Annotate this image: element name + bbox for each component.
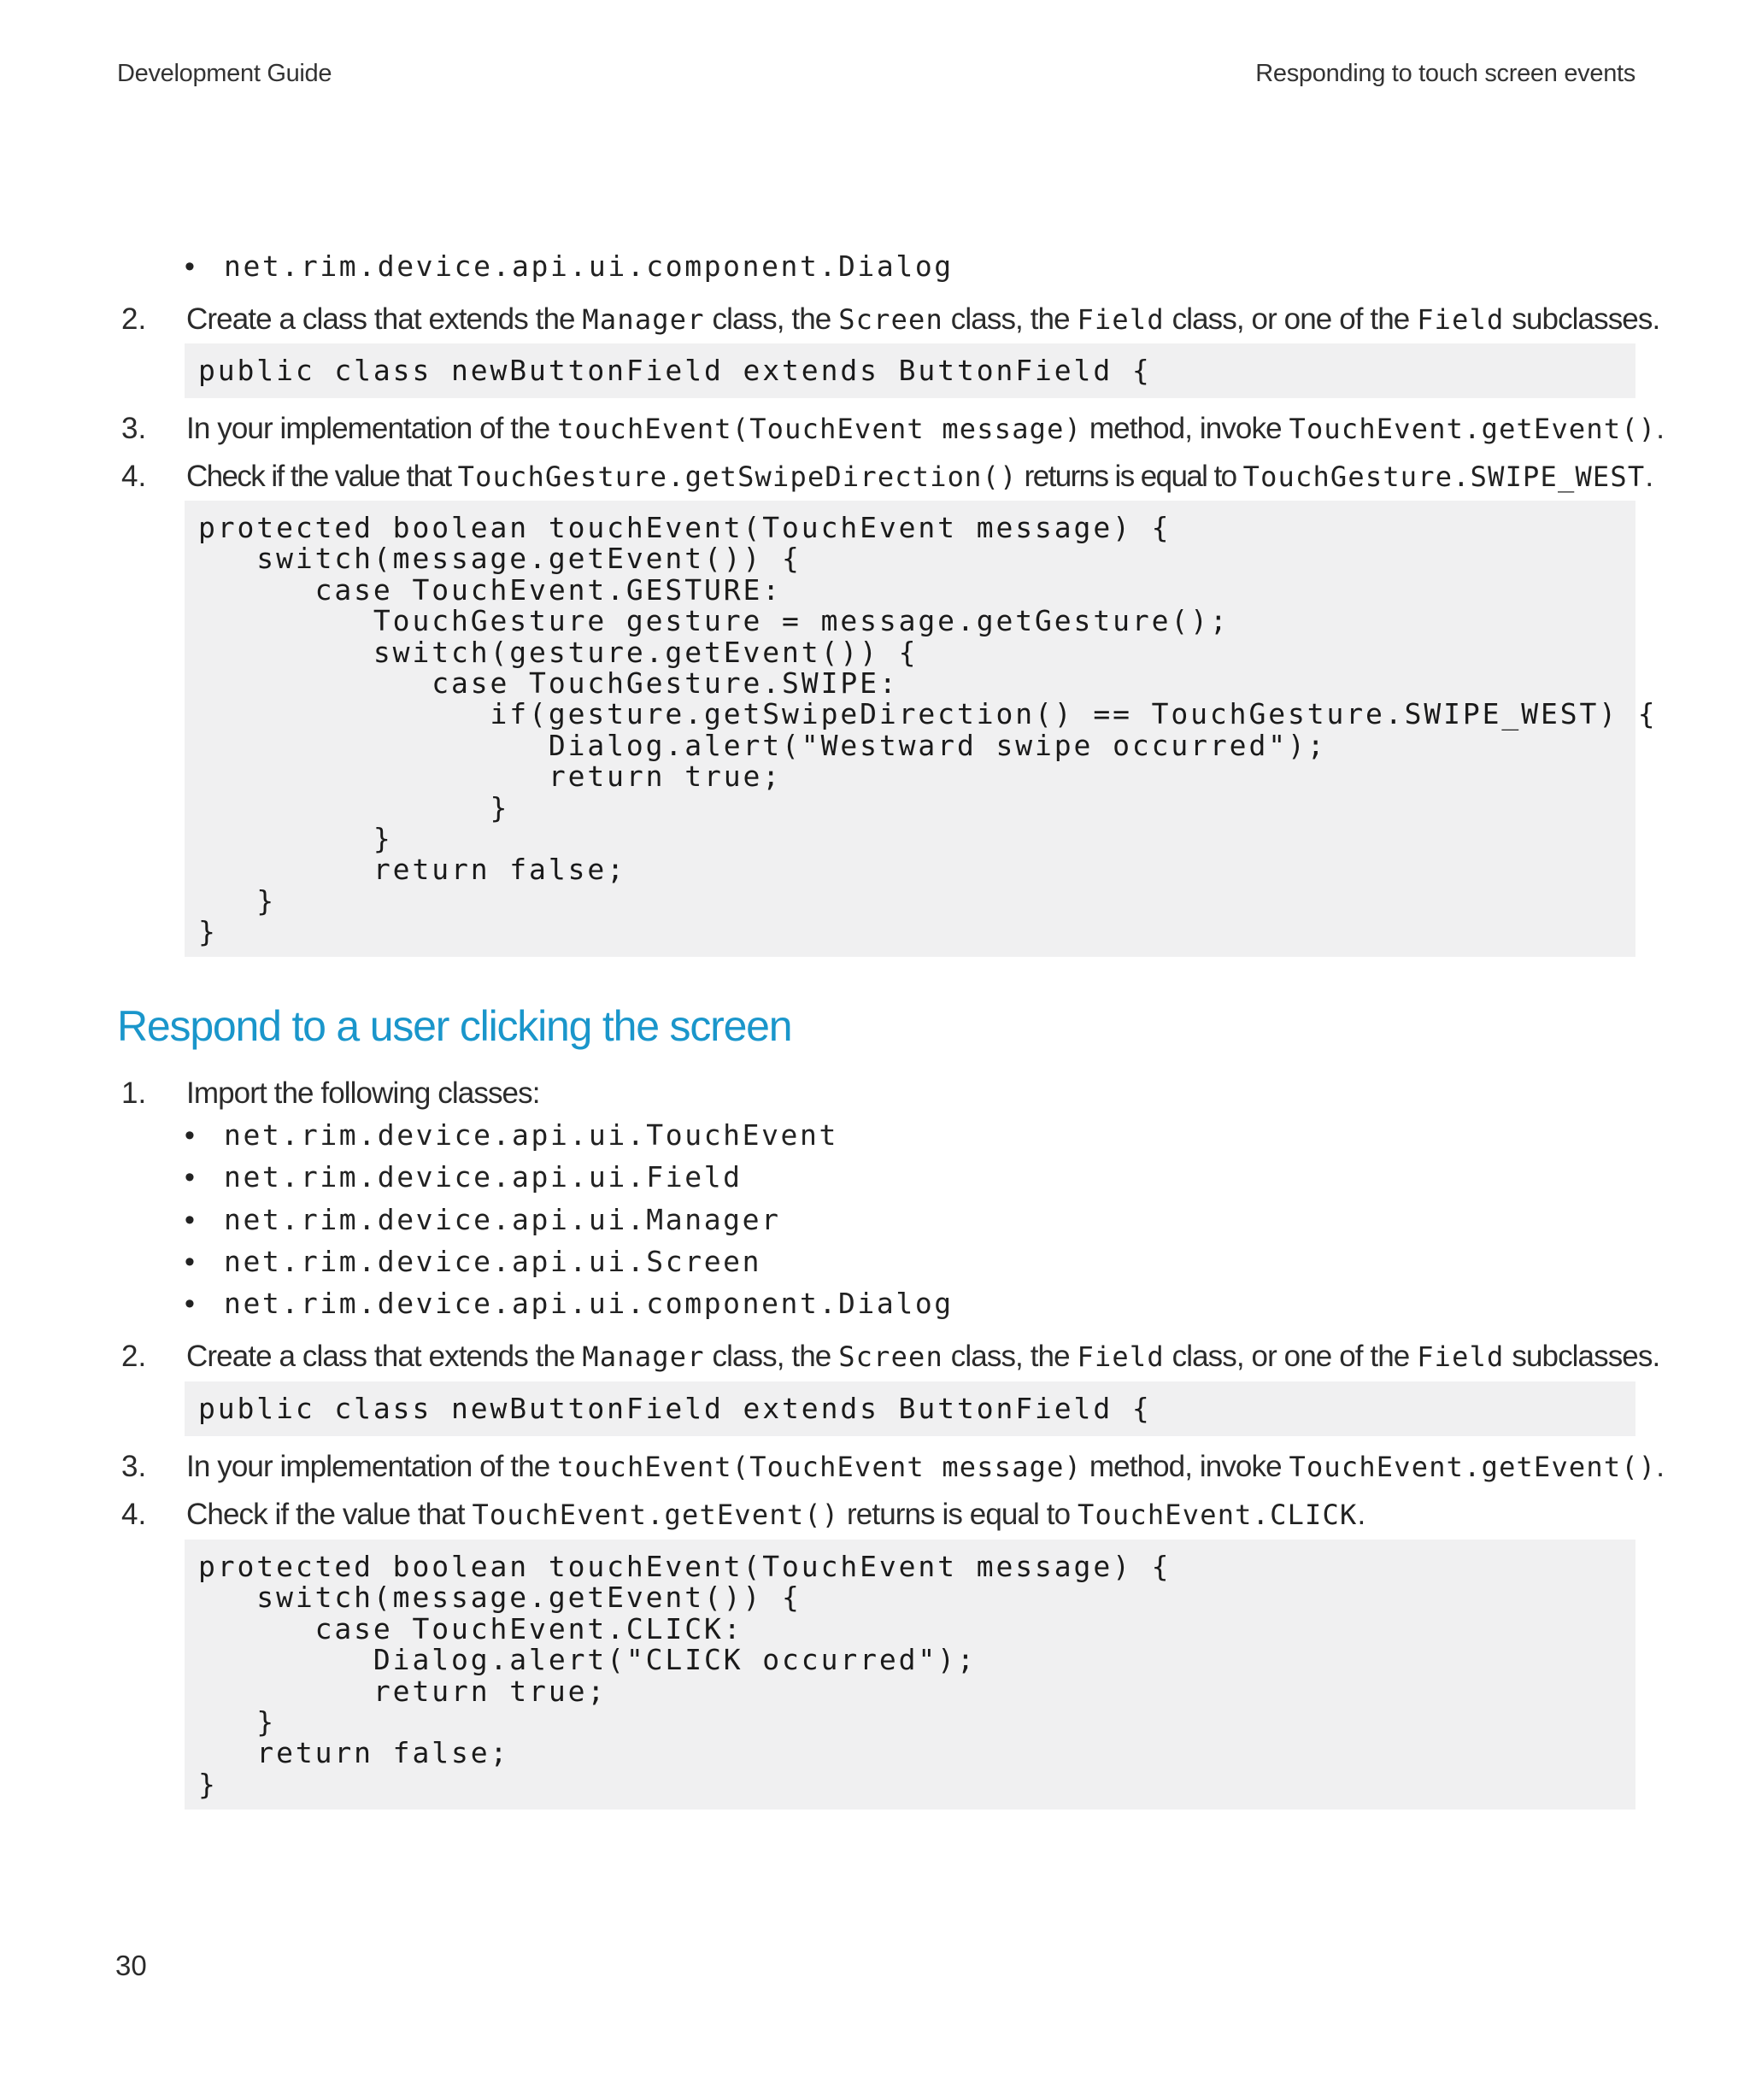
step-number: 2.	[121, 1340, 147, 1373]
list-item: • net.rim.device.api.ui.Field	[185, 1160, 743, 1194]
step-text: In your implementation of the touchEvent(TouchEvent message) method, invoke TouchEvent.getEvent().	[186, 412, 1665, 445]
bullet-icon: •	[185, 1119, 195, 1152]
list-item: • net.rim.device.api.ui.TouchEvent	[185, 1118, 838, 1152]
list-item: • net.rim.device.api.ui.component.Dialog	[185, 1287, 954, 1320]
step-text: Import the following classes:	[186, 1076, 540, 1110]
list-item: • net.rim.device.api.ui.Screen	[185, 1245, 762, 1278]
step-text: Check if the value that TouchGesture.getSwipeDirection() returns is equal to TouchGesture.SWIPE_WEST.	[186, 460, 1653, 493]
code-block	[185, 1540, 1635, 1810]
step-text: In your implementation of the touchEvent(TouchEvent message) method, invoke TouchEvent.getEvent().	[186, 1450, 1665, 1483]
step-number: 4.	[121, 1498, 147, 1531]
list-item: • net.rim.device.api.ui.Manager	[185, 1203, 781, 1236]
code-text: protected boolean touchEvent(TouchEvent message) { switch(message.getEvent()) { case TouchEvent.GESTURE: TouchGesture gesture = message.getGesture(); switch(gesture.getEvent()) { case TouchGesture.SWIPE: if(gesture.getSwipeDirection() == TouchGesture.SWIPE_WEST) { Dialog.alert("Westward swipe occurred"); return true; } } return false; } }	[198, 511, 1658, 949]
bullet-icon: •	[185, 1161, 195, 1194]
running-header-left: Development Guide	[117, 60, 332, 87]
code-text: public class newButtonField extends ButtonField {	[198, 354, 1152, 387]
step-number: 3.	[121, 412, 147, 445]
step-text: Check if the value that TouchEvent.getEvent() returns is equal to TouchEvent.CLICK.	[186, 1498, 1365, 1531]
code-text: public class newButtonField extends ButtonField {	[198, 1392, 1152, 1425]
code-block	[185, 343, 1635, 398]
list-item: • net.rim.device.api.ui.component.Dialog	[185, 249, 954, 283]
step-number: 2.	[121, 302, 147, 336]
step-number: 1.	[121, 1076, 147, 1110]
code-block	[185, 1381, 1635, 1436]
step-text: Create a class that extends the Manager class, the Screen class, the Field class, or one of the Field subclasses.	[186, 302, 1660, 336]
code-block	[185, 501, 1658, 957]
step-number: 4.	[121, 460, 147, 493]
bullet-icon: •	[185, 1204, 195, 1236]
step-number: 3.	[121, 1450, 147, 1483]
section-heading: Respond to a user clicking the screen	[117, 1002, 792, 1050]
step-text: Create a class that extends the Manager class, the Screen class, the Field class, or one of the Field subclasses.	[186, 1340, 1660, 1373]
bullet-icon: •	[185, 1288, 195, 1320]
running-header-right: Responding to touch screen events	[1255, 60, 1635, 87]
bullet-icon: •	[185, 1246, 195, 1278]
code-text: protected boolean touchEvent(TouchEvent message) { switch(message.getEvent()) { case TouchEvent.CLICK: Dialog.alert("CLICK occurred"); return true; } return false; }	[198, 1550, 1172, 1801]
page-number: 30	[115, 1950, 147, 1981]
bullet-icon: •	[185, 250, 195, 283]
